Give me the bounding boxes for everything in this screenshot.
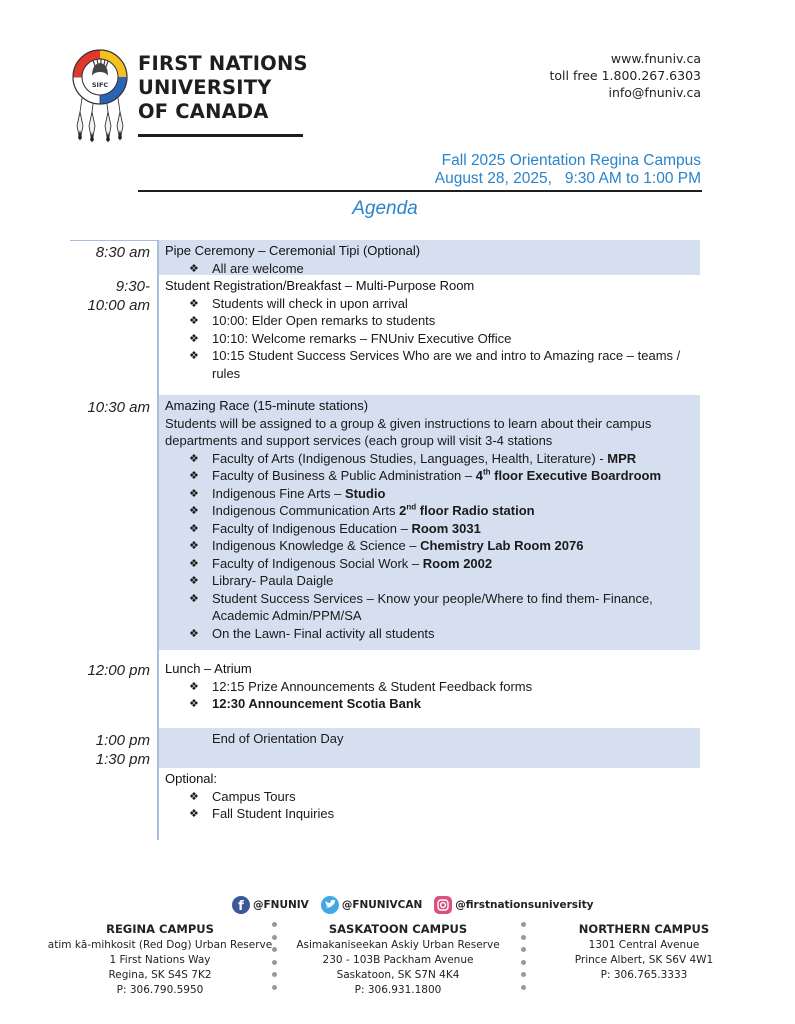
row-time-end: 10:00 am — [87, 297, 150, 314]
station-item: ❖ Indigenous Communication Arts 2nd floor Radio station — [189, 502, 694, 520]
saskatoon-campus-address — [283, 922, 513, 998]
svg-text:f: f — [238, 899, 244, 914]
row-heading: Pipe Ceremony – Ceremonial Tipi (Optional) — [165, 243, 421, 258]
facebook-handle: @FNUNIV — [253, 899, 309, 911]
station-item: ❖ On the Lawn- Final activity all students — [189, 625, 694, 643]
campus-line: atim kā-mihkosit (Red Dog) Urban Reserve — [47, 939, 273, 951]
org-name-line3: OF CANADA — [138, 100, 269, 123]
campus-phone: P: 306.790.5950 — [116, 984, 204, 996]
campus-line: Saskatoon, SK S7N 4K4 — [336, 969, 460, 981]
list-item: ❖ 10:10: Welcome remarks – FNUniv Executive Office — [189, 330, 694, 348]
email-link[interactable]: info@fnuniv.ca — [608, 85, 701, 100]
org-name-line1: FIRST NATIONS — [138, 52, 308, 75]
row-time: 10:30 am — [87, 399, 150, 416]
list-item: ❖ Students will check in upon arrival — [189, 295, 694, 313]
row-time — [70, 277, 150, 315]
campus-line: Asimakaniseekan Askiy Urban Reserve — [296, 939, 500, 951]
northern-campus-address — [534, 922, 754, 983]
row-heading: Lunch – Atrium — [165, 661, 252, 676]
campus-name: SASKATOON CAMPUS — [328, 922, 468, 936]
footer-dot-divider — [521, 922, 527, 997]
event-title: Fall 2025 Orientation Regina Campus — [441, 152, 701, 169]
bullet-list — [165, 788, 694, 823]
fnuniv-logo — [68, 46, 132, 146]
twitter-icon — [321, 896, 339, 914]
org-name-underline — [138, 134, 303, 137]
campus-name: NORTHERN CAMPUS — [578, 922, 710, 936]
org-name-line2: UNIVERSITY — [138, 76, 272, 99]
row-intro: Students will be assigned to a group & given instructions to learn about their campus departments and support services (each group will visit 3-4 stations — [165, 415, 652, 448]
instagram-handle: @firstnationsuniversity — [455, 899, 594, 911]
station-list — [165, 450, 694, 643]
event-title-block — [435, 152, 701, 188]
row-content — [159, 728, 700, 750]
instagram-link[interactable] — [434, 896, 593, 914]
row-time: 12:00 pm — [87, 662, 150, 679]
row-heading: Student Registration/Breakfast – Multi-Purpose Room — [165, 278, 475, 293]
station-item: ❖ Library- Paula Daigle — [189, 572, 694, 590]
campus-phone: P: 306.931.1800 — [354, 984, 442, 996]
list-item: ❖ 10:15 Student Success Services Who are we and intro to Amazing race – teams / rules — [189, 347, 694, 382]
campus-line: Prince Albert, SK S6V 4W1 — [574, 954, 714, 966]
row-time-start: 9:30- — [115, 278, 150, 295]
station-item: ❖ Faculty of Arts (Indigenous Studies, Languages, Health, Literature) - MPR — [189, 450, 694, 468]
row-time: 8:30 am — [95, 244, 150, 261]
list-item: ❖ Campus Tours — [189, 788, 694, 806]
twitter-link[interactable] — [321, 896, 422, 914]
event-date: August 28, 2025, 9:30 AM to 1:00 PM — [434, 170, 701, 187]
agenda-title: Agenda — [352, 198, 418, 219]
station-item: ❖ Faculty of Indigenous Social Work – Room 2002 — [189, 555, 694, 573]
list-item: ❖ All are welcome — [189, 260, 694, 278]
bullet-list — [165, 678, 694, 713]
campus-line: 230 - 103B Packham Avenue — [322, 954, 474, 966]
list-item: ❖ 12:30 Announcement Scotia Bank — [189, 695, 694, 713]
toll-free-phone: toll free 1.800.267.6303 — [549, 68, 701, 83]
station-item: ❖ Faculty of Indigenous Education – Room 3031 — [189, 520, 694, 538]
station-item: ❖ Indigenous Knowledge & Science – Chemistry Lab Room 2076 — [189, 537, 694, 555]
row-heading: Amazing Race (15-minute stations) — [165, 398, 369, 413]
facebook-icon — [232, 896, 250, 914]
row-heading: Optional: — [165, 771, 218, 786]
instagram-icon — [434, 896, 452, 914]
campus-phone: P: 306.765.3333 — [600, 969, 688, 981]
row-content — [159, 395, 700, 650]
station-item: ❖ Indigenous Fine Arts – Studio — [189, 485, 694, 503]
row-content — [159, 240, 700, 275]
row-content — [159, 658, 700, 728]
station-item: ❖ Student Success Services – Know your people/Where to find them- Finance, Academic Admin/PPM/SA — [189, 590, 694, 625]
website-link[interactable]: www.fnuniv.ca — [610, 51, 701, 66]
list-item: ❖ 12:15 Prize Announcements & Student Feedback forms — [189, 678, 694, 696]
row-content — [159, 768, 700, 840]
social-links — [232, 895, 606, 915]
row-time: 1:00 pm — [95, 732, 150, 749]
bullet-list — [165, 295, 694, 383]
list-item: ❖ 10:00: Elder Open remarks to students — [189, 312, 694, 330]
row-text: End of Orientation Day — [212, 731, 344, 746]
row-content — [159, 275, 700, 395]
organization-name — [138, 52, 308, 124]
row-spacer — [159, 750, 700, 768]
regina-campus-address — [45, 922, 275, 998]
twitter-handle: @FNUNIVCAN — [341, 899, 423, 911]
row-time: 1:30 pm — [95, 751, 150, 768]
campus-line: Regina, SK S4S 7K2 — [108, 969, 212, 981]
campus-line: 1 First Nations Way — [109, 954, 211, 966]
contact-info — [550, 50, 702, 101]
campus-line: 1301 Central Avenue — [588, 939, 700, 951]
facebook-link[interactable] — [232, 896, 309, 914]
list-item: ❖ Fall Student Inquiries — [189, 805, 694, 823]
logo-text: SIFC — [91, 81, 109, 89]
station-item: ❖ Faculty of Business & Public Administration – 4th floor Executive Boardroom — [189, 467, 694, 485]
header-divider — [138, 190, 702, 192]
footer-dot-divider — [272, 922, 278, 997]
campus-name: REGINA CAMPUS — [106, 922, 214, 936]
